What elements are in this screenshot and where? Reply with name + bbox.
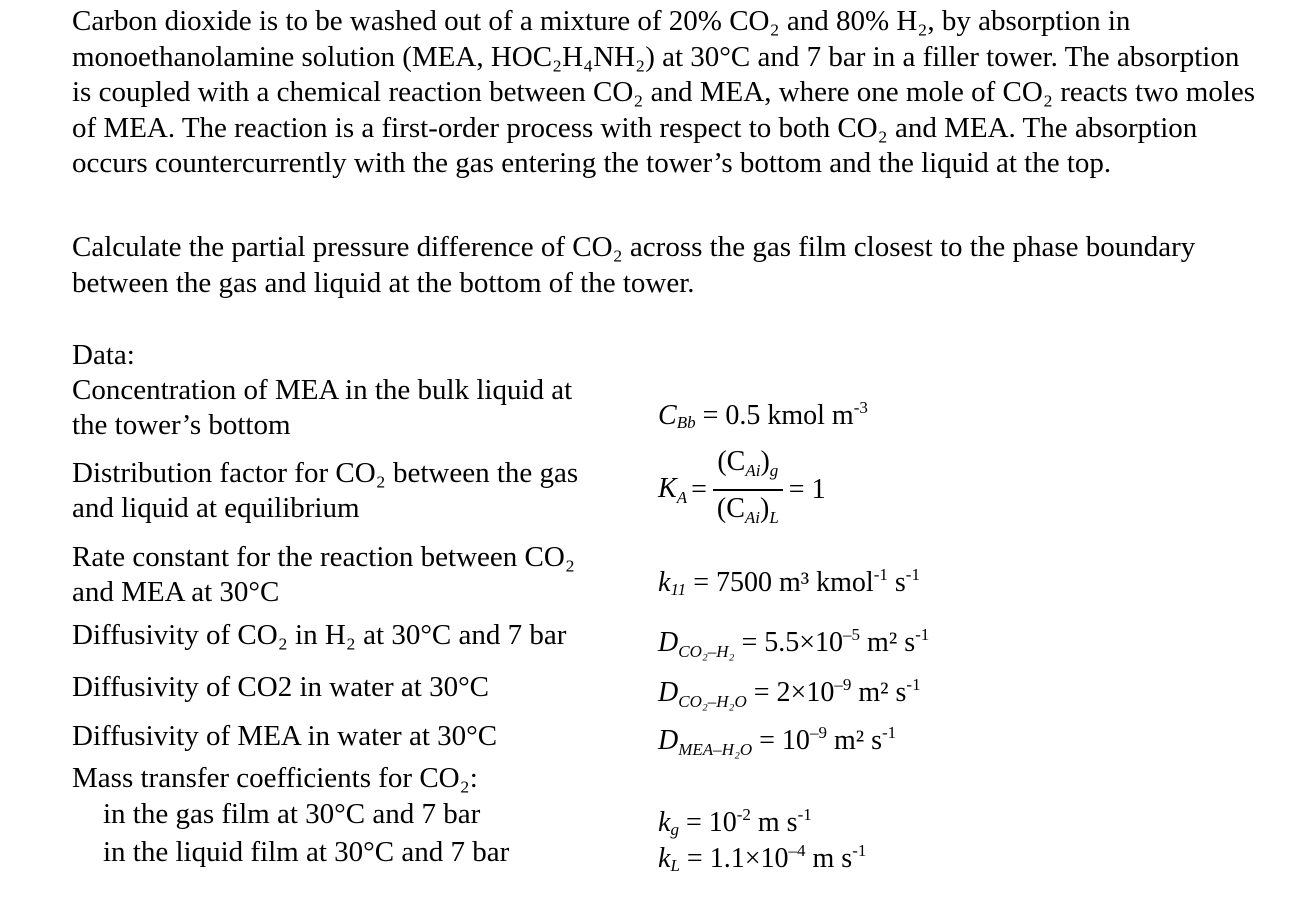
data-label-distribution-factor-line1: Distribution factor for CO₂ between the gas [72, 457, 579, 489]
formula-symbol: k [658, 807, 671, 838]
formula-symbol: D [658, 627, 679, 658]
formula-subscript: g [670, 820, 679, 839]
formula-distribution-factor: $K_A$ = $\frac{(C_{Ai})_g}{(C_{Ai})_L}$ = 1 [658, 442, 826, 538]
formula-gas-film-coefficient: kg = $10^{-2}$ m $s^{-1}$ [658, 805, 812, 839]
data-label-rate-constant-line1: Rate constant for the reaction between CO₂ [72, 541, 575, 573]
formula-subscript: L [670, 856, 680, 875]
data-label-gas-film: in the gas film at 30°C and 7 bar [103, 798, 481, 830]
formula-rate-constant: k11 = 7500 m³ kmol$^{-1}$ $s^{-1}$ [658, 565, 920, 599]
formula-subscript: A [676, 487, 688, 507]
formula-liquid-film-coefficient: kL = $1.1\times 10^{-4}$ m $s^{-1}$ [658, 841, 867, 875]
data-label-liquid-film: in the liquid film at 30°C and 7 bar [103, 836, 510, 868]
formula-subscript: 11 [670, 580, 687, 599]
data-label-mea-concentration-line2: the tower’s bottom [72, 409, 291, 441]
problem-paragraph-2: Calculate the partial pressure difference of CO₂ across the gas film closest to the phase boundary between the gas and liquid at the bottom of the tower. [72, 231, 1196, 299]
formula-superscript: -3 [853, 398, 868, 417]
formula-symbol: k [658, 567, 671, 598]
data-label-distribution-factor-line2: and liquid at equilibrium [72, 492, 360, 524]
formula-diffusivity-co2-water: $D_{CO_2-H_2O} = 2\times 10^{-9}$ m² $s^{-1}$ [658, 675, 921, 711]
formula-subscript: MEA–H₂O [678, 740, 753, 759]
formula-subscript: CO₂–H₂O [678, 692, 747, 711]
formula-symbol: D [658, 725, 679, 756]
data-label-rate-constant-line2: and MEA at 30°C [72, 576, 280, 608]
fraction-numerator: $(C_{Ai})_g$ [717, 446, 779, 481]
formula-subscript: CO₂–H₂ [678, 642, 735, 661]
formula-subscript: Bb [676, 413, 696, 432]
formula-value: = 7500 m³ kmol [693, 567, 874, 598]
fraction-denominator: $(C_{Ai})_L$ [716, 492, 779, 527]
problem-paragraph-1: Carbon dioxide is to be washed out of a mixture of 20% CO₂ and 80% H₂, by absorption in monoethanolamine solution (MEA, HOC₂H₄NH₂) at 30°C and 7 bar in a filler tower. The absorption is coupled with a chemical reaction between CO₂ and MEA, where one mole of CO₂ reacts two moles of MEA. The reaction is a first-order process with respect to both CO₂ and MEA. The absorption occurs countercurrently with the gas entering the tower’s bottom and the liquid at the top. [72, 5, 1256, 179]
data-label-mea-concentration-line1: Concentration of MEA in the bulk liquid at [72, 374, 573, 406]
formula-symbol: C [658, 400, 677, 431]
formula-mea-concentration [658, 391, 868, 440]
formula-symbol: K [658, 472, 677, 504]
formula-symbol: k [658, 843, 671, 874]
data-label-diffusivity-mea-water: Diffusivity of MEA in water at 30°C [72, 720, 498, 752]
formula-diffusivity-co2-h2: $D_{CO_2-H_2} = 5.5\times 10^{-5}$ m² $s^{-1}$ [658, 625, 930, 661]
data-heading: Data: [72, 339, 135, 371]
data-label-diffusivity-co2-h2: Diffusivity of CO₂ in H₂ at 30°C and 7 bar [72, 619, 567, 651]
formula-symbol: D [658, 677, 679, 708]
fraction [713, 444, 783, 536]
formula-diffusivity-mea-water: $D_{MEA-H_2O} = 10^{-9}$ m² $s^{-1}$ [658, 723, 897, 759]
formula-value: = 1 [788, 474, 826, 505]
data-label-diffusivity-co2-water: Diffusivity of CO2 in water at 30°C [72, 671, 490, 703]
data-label-mass-transfer-heading: Mass transfer coefficients for CO₂: [72, 762, 478, 794]
formula-value: = 0.5 kmol m [702, 400, 854, 431]
